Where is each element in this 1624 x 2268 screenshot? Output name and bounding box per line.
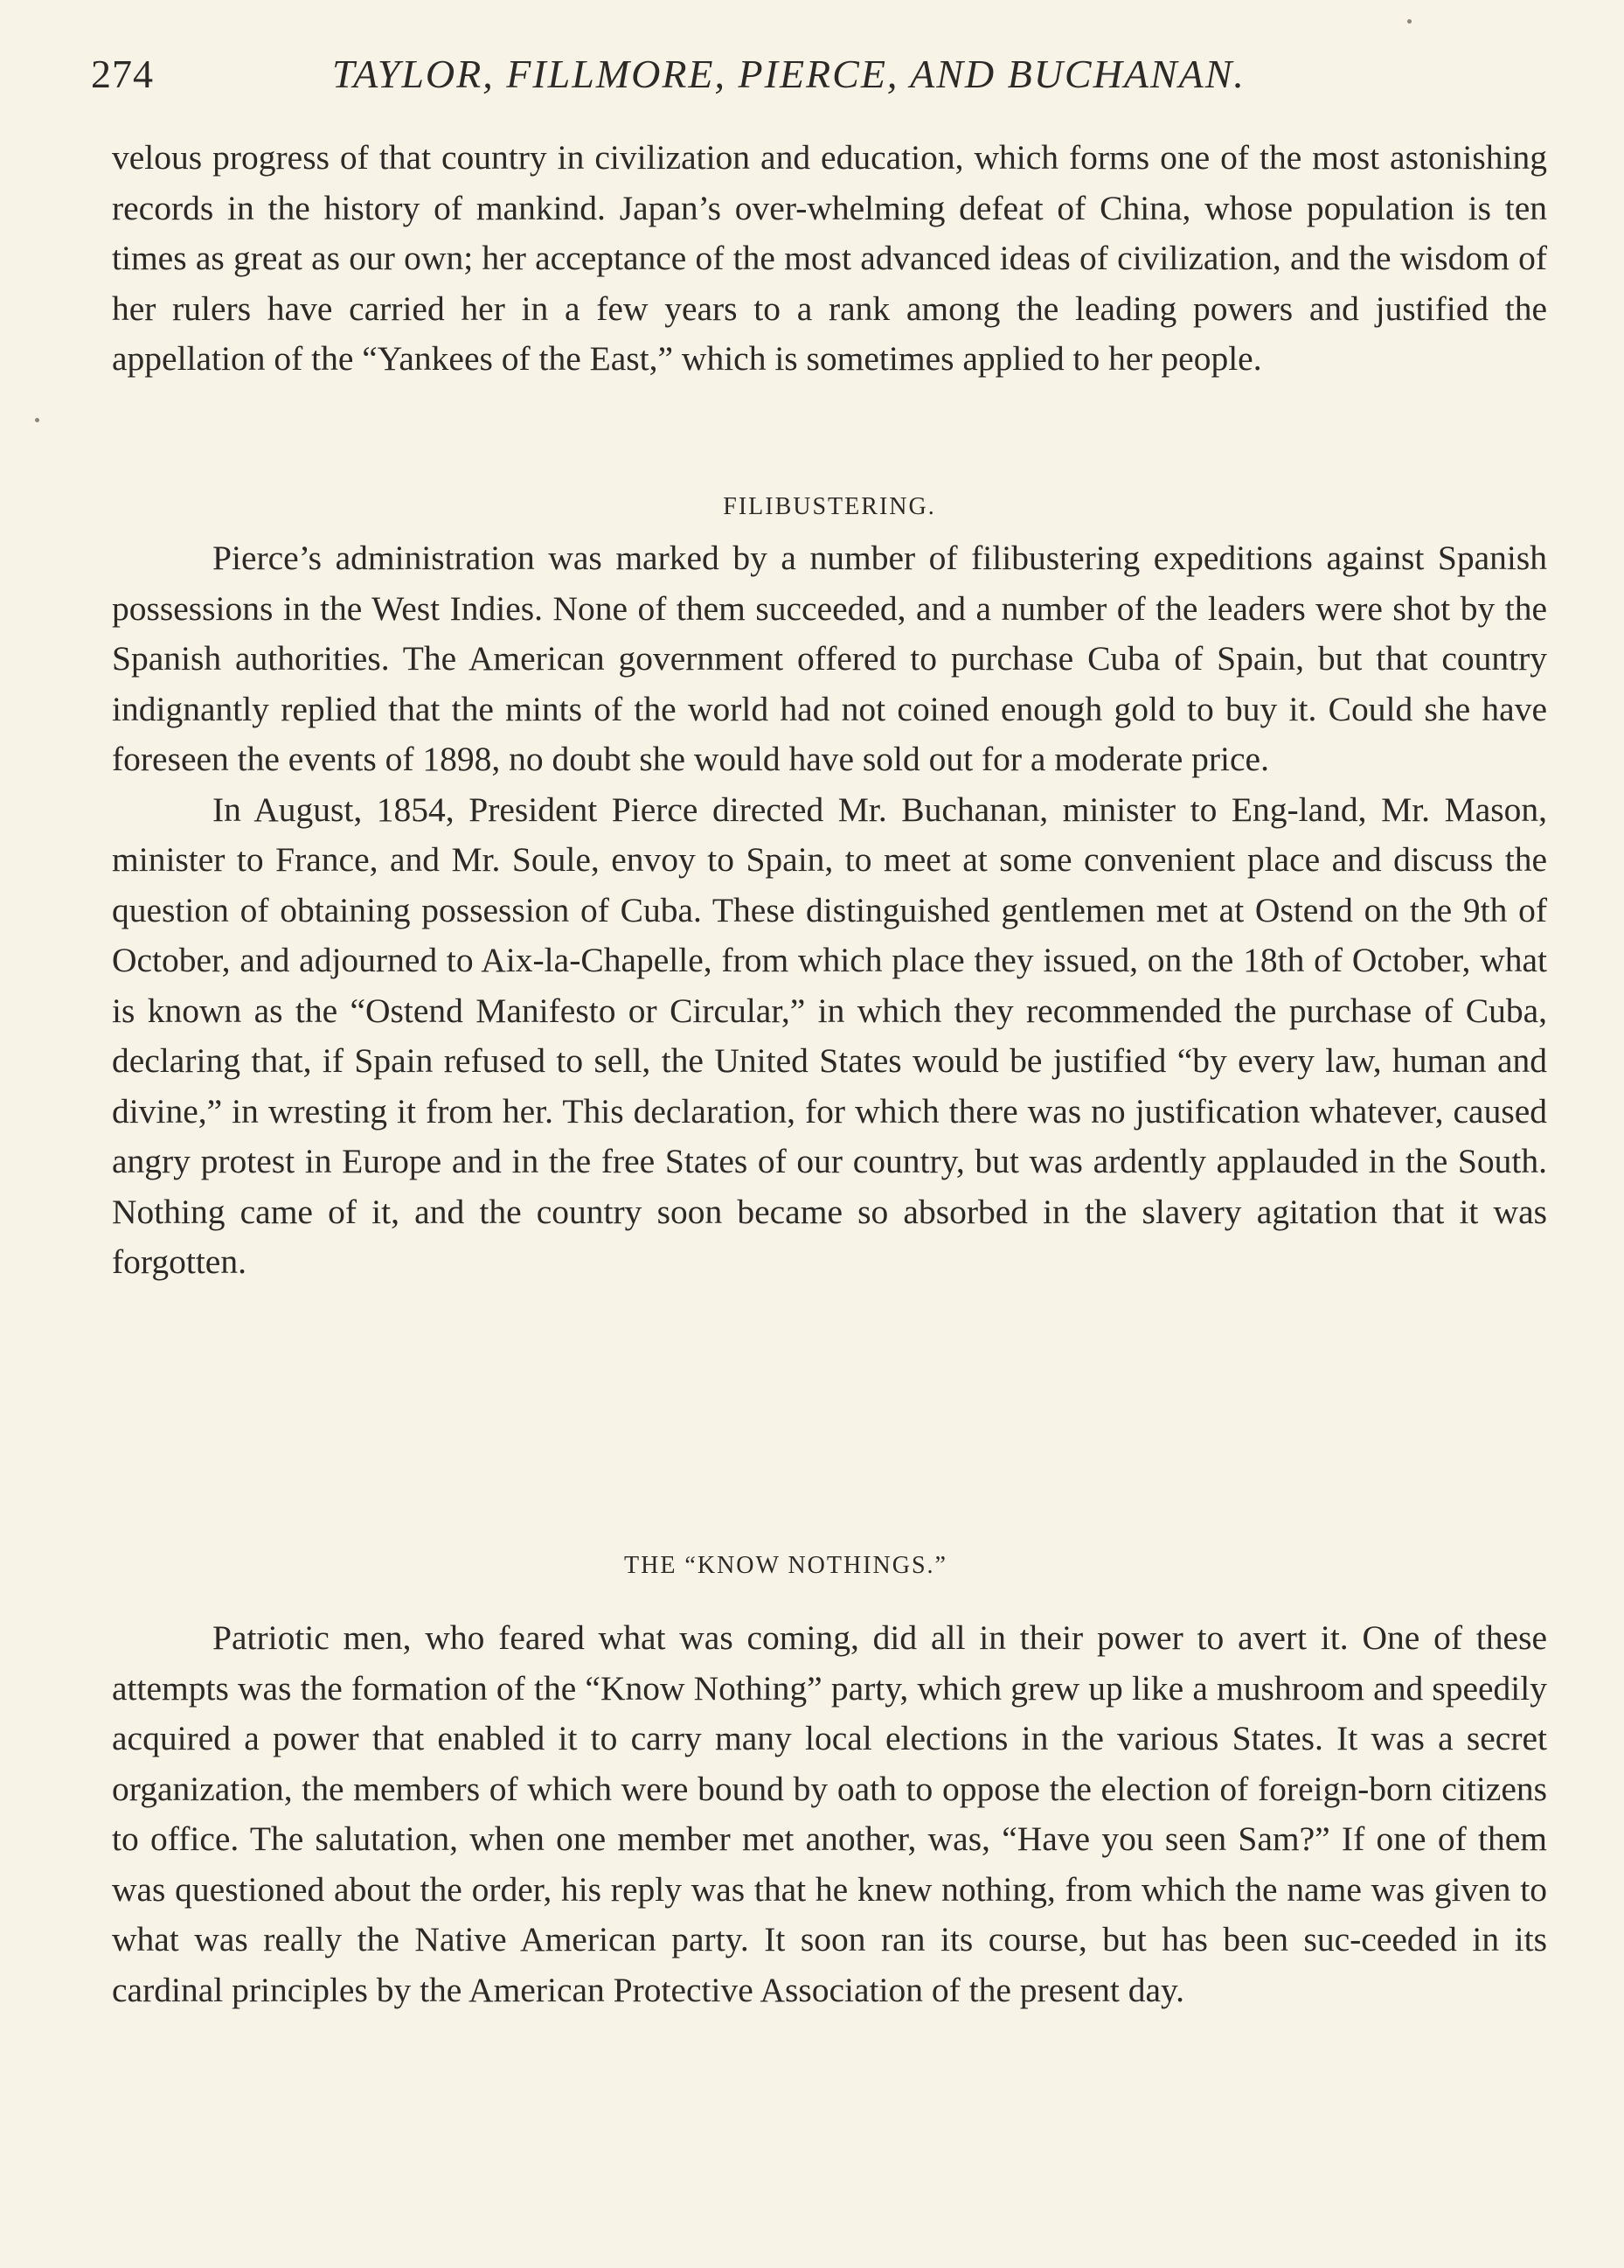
print-speck: [1407, 19, 1412, 24]
paragraph-ostend-manifesto: In August, 1854, President Pierce directed Mr. Buchanan, minister to Eng-land, Mr. Mason, minister to France, and Mr. Soule, envoy to Spain, to meet at some convenient place and discuss the question of obtaining possession of Cuba. These distinguished gentlemen met at Ostend on the 9th of October, and adjourned to Aix-la-Chapelle, from which place they issued, on the 18th of October, what is known as the “Ostend Manifesto or Circular,” in which they recommended the purchase of Cuba, declaring that, if Spain refused to sell, the United States would be justified “by every law, human and divine,” in wresting it from her. This declaration, for which there was no justification whatever, caused angry protest in Europe and in the free States of our country, but was ardently applauded in the South. Nothing came of it, and the country soon became so absorbed in the slavery agitation that it was forgotten.: [112, 790, 1547, 1281]
page-header: [91, 51, 1524, 103]
know-nothings-section: [112, 1613, 1547, 2015]
opening-paragraph-block: [112, 133, 1547, 385]
section-heading-know-nothings: THE “KNOW NOTHINGS.”: [624, 1552, 947, 1579]
paragraph-filibustering: Pierce’s administration was marked by a number of filibustering expeditions against Spanish possessions in the West Indies. None of them succeeded, and a number of the leaders were shot by the Spanish authorities. The American government offered to purchase Cuba of Spain, but that country indignantly replied that the mints of the world had not coined enough gold to buy it. Could she have foreseen the events of 1898, no doubt she would have sold out for a moderate price.: [112, 539, 1547, 778]
section-heading-filibustering: FILIBUSTERING.: [723, 493, 936, 520]
filibustering-section: [112, 533, 1547, 1288]
paragraph-continued: velous progress of that country in civilization and education, which forms one of the most astonishing records in the history of mankind. Japan’s over-whelming defeat of China, whose population is ten times as great as our own; her acceptance of the most advanced ideas of civilization, and the wisdom of her rulers have carried her in a few years to a rank among the leading powers and justified the appellation of the “Yankees of the East,” which is sometimes applied to her people.: [112, 138, 1547, 378]
print-speck: [35, 418, 39, 422]
running-title: TAYLOR, FILLMORE, PIERCE, AND BUCHANAN.: [332, 52, 1246, 96]
paragraph-know-nothing-party: Patriotic men, who feared what was coming, did all in their power to avert it. One of these attempts was the formation of the “Know Nothing” party, which grew up like a mushroom and speedily acquired a power that enabled it to carry many local elections in the various States. It was a secret organization, the members of which were bound by oath to oppose the election of foreign-born citizens to office. The salutation, when one member met another, was, “Have you seen Sam?” If one of them was questioned about the order, his reply was that he knew nothing, from which the name was given to what was really the Native American party. It soon ran its course, but has been suc-ceeded in its cardinal principles by the American Protective Association of the present day.: [112, 1618, 1547, 2009]
page-number: 274: [91, 52, 154, 96]
